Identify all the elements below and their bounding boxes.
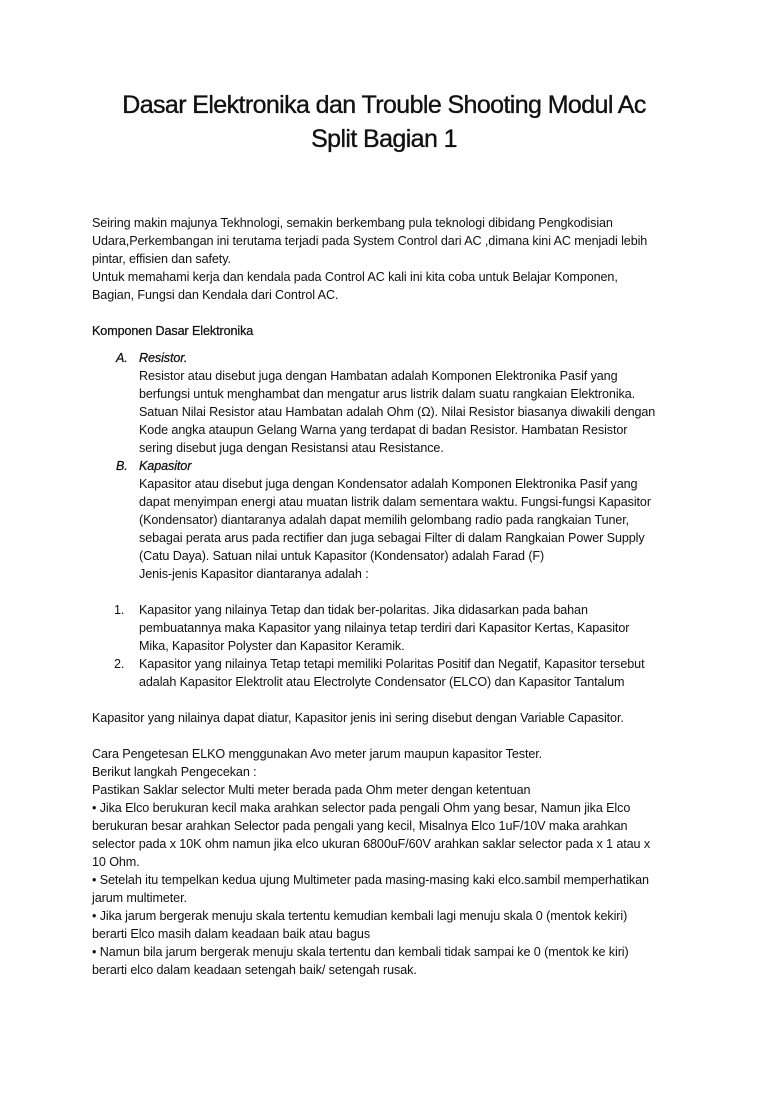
list-item-kapasitor — [92, 457, 676, 583]
document-page — [0, 88, 768, 1112]
title-line-2: Split Bagian 1 — [311, 125, 457, 153]
item-line: (Catu Daya). Satuan nilai untuk Kapasitor (Kondensator) adalah Farad (F) — [139, 549, 545, 563]
title-line-1: Dasar Elektronika dan Trouble Shooting Modul Ac — [122, 91, 646, 119]
numbered-line: adalah Kapasitor Elektrolit atau Electrolyte Condensator (ELCO) dan Kapasitor Tantalum — [139, 675, 625, 689]
item-line: sebagai perata arus pada rectifier dan juga sebagai Filter di dalam Rangkaian Power Supply — [139, 531, 645, 545]
numbered-item-2 — [92, 655, 676, 691]
list-item-resistor — [92, 349, 676, 457]
intro-line: pintar, effisien dan safety. — [92, 252, 231, 266]
item-line: Jenis-jenis Kapasitor diantaranya adalah : — [139, 567, 369, 581]
item-title: Resistor. — [139, 351, 188, 365]
section-heading: Komponen Dasar Elektronika — [92, 324, 254, 338]
numbered-item-1 — [92, 601, 676, 655]
elko-line: berukuran besar arahkan Selector pada pengali yang kecil, Misalnya Elco 1uF/10V maka arahkan — [92, 819, 628, 833]
numbered-line: Kapasitor yang nilainya Tetap tetapi memiliki Polaritas Positif dan Negatif, Kapasitor tersebut — [139, 657, 645, 671]
elko-line: berarti Elco masih dalam keadaan baik atau bagus — [92, 927, 371, 941]
number-label: 1. — [114, 603, 125, 617]
elko-line: 10 Ohm. — [92, 855, 140, 869]
elko-line: • Jika Elco berukuran kecil maka arahkan selector pada pengali Ohm yang besar, Namun jika Elco — [92, 801, 631, 815]
item-line: Kode angka ataupun Gelang Warna yang terdapat di badan Resistor. Hambatan Resistor — [139, 423, 628, 437]
intro-line: Bagian, Fungsi dan Kendala dari Control AC. — [92, 288, 339, 302]
item-line: Kapasitor atau disebut juga dengan Kondensator adalah Komponen Elektronika Pasif yang — [139, 477, 638, 491]
item-line: berfungsi untuk menghambat dan mengatur arus listrik dalam suatu rangkaian Elektronika. — [139, 387, 636, 401]
item-line: Satuan Nilai Resistor atau Hambatan adalah Ohm (Ω). Nilai Resistor biasanya diwakili dengan — [139, 405, 656, 419]
intro-line: Untuk memahami kerja dan kendala pada Control AC kali ini kita coba untuk Belajar Komponen, — [92, 270, 618, 284]
elko-line: • Setelah itu tempelkan kedua ujung Multimeter pada masing-masing kaki elco.sambil memperhatikan — [92, 873, 649, 887]
item-label: B. — [116, 459, 128, 473]
elko-line: jarum multimeter. — [92, 891, 187, 905]
numbered-line: Mika, Kapasitor Polyster dan Kapasitor Keramik. — [139, 639, 405, 653]
numbered-list — [92, 601, 676, 691]
elko-line: selector pada x 10K ohm namun jika elco ukuran 6800uF/60V arahkan saklar selector pada x 1 atau x — [92, 837, 651, 851]
document-title — [92, 88, 676, 156]
item-line: sering disebut juga dengan Resistansi atau Resistance. — [139, 441, 444, 455]
elko-line: • Jika jarum bergerak menuju skala tertentu kemudian kembali lagi menuju skala 0 (mentok kekiri) — [92, 909, 628, 923]
item-line: Resistor atau disebut juga dengan Hambatan adalah Komponen Elektronika Pasif yang — [139, 369, 618, 383]
item-label: A. — [116, 351, 128, 365]
elko-line: berarti elco dalam keadaan setengah baik/ setengah rusak. — [92, 963, 417, 977]
elko-line: • Namun bila jarum bergerak menuju skala tertentu dan kembali tidak sampai ke 0 (mentok ke kiri) — [92, 945, 629, 959]
numbered-line: pembuatannya maka Kapasitor yang nilainya tetap terdiri dari Kapasitor Kertas, Kapasitor — [139, 621, 630, 635]
item-title: Kapasitor — [139, 459, 192, 473]
elko-line: Pastikan Saklar selector Multi meter berada pada Ohm meter dengan ketentuan — [92, 783, 531, 797]
elko-test-paragraph — [92, 745, 676, 979]
variable-capacitor-paragraph: Kapasitor yang nilainya dapat diatur, Kapasitor jenis ini sering disebut dengan Variable Capasitor. — [92, 711, 624, 725]
intro-line: Udara,Perkembangan ini terutama terjadi pada System Control dari AC ,dimana kini AC menjadi lebih — [92, 234, 648, 248]
elko-line: Cara Pengetesan ELKO menggunakan Avo meter jarum maupun kapasitor Tester. — [92, 747, 543, 761]
item-line: (Kondensator) diantaranya adalah dapat memilih gelombang radio pada rangkaian Tuner, — [139, 513, 630, 527]
number-label: 2. — [114, 657, 125, 671]
numbered-line: Kapasitor yang nilainya Tetap dan tidak ber-polaritas. Jika didasarkan pada bahan — [139, 603, 588, 617]
intro-line: Seiring makin majunya Tekhnologi, semakin berkembang pula teknologi dibidang Pengkodisian — [92, 216, 613, 230]
elko-line: Berikut langkah Pengecekan : — [92, 765, 257, 779]
item-line: dapat menyimpan energi atau muatan listrik dalam sementara waktu. Fungsi-fungsi Kapasitor — [139, 495, 651, 509]
intro-paragraph — [92, 214, 676, 304]
